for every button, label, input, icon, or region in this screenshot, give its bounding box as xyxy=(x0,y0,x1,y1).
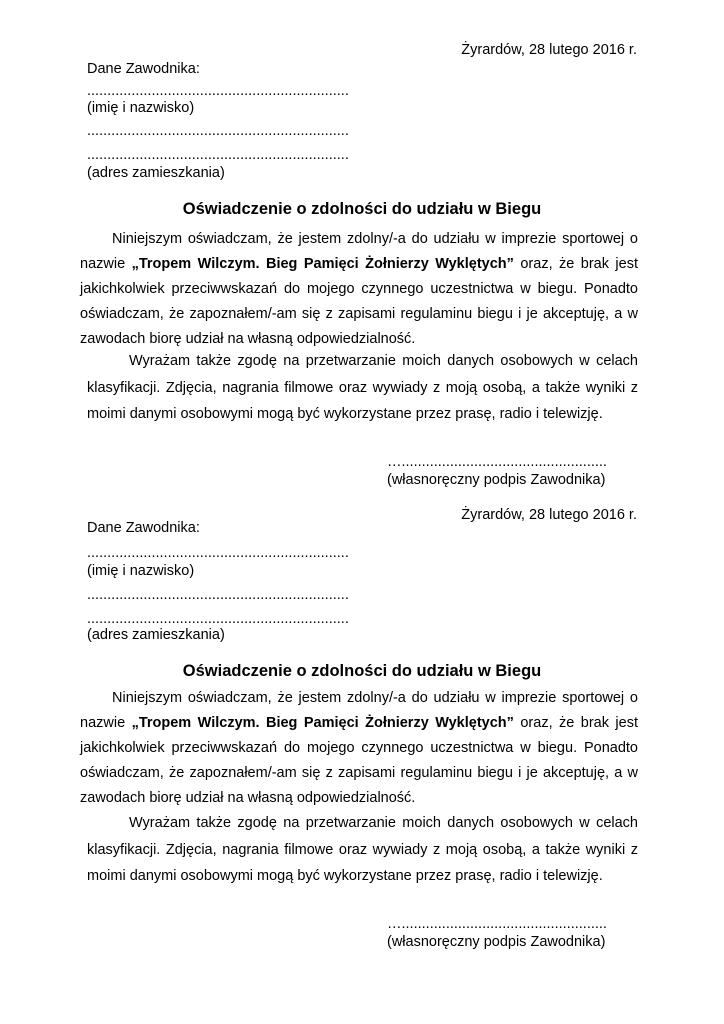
para1-text-a: Niniejszym oświadczam, że jestem zdolny/-a do udziału w imprezie sportowej o nazwie xyxy=(80,690,638,731)
place-date: Żyrardów, 28 lutego 2016 r. xyxy=(461,42,637,58)
consent-text: Wyrażam także zgodę na przetwarzanie moich danych osobowych w celach klasyfikacji. Zdjęcia, nagrania filmowe oraz wywiady z moją osobą, a także wyniki z moimi danymi osobowymi mogą być wykorzystane przez prasę, radio i telewizję. xyxy=(87,815,638,884)
event-name: „Tropem Wilczym. Bieg Pamięci Żołnierzy Wyklętych” xyxy=(131,256,514,272)
address-field-dots-2[interactable]: ................................................................. xyxy=(87,611,349,627)
name-field-dots[interactable]: ................................................................. xyxy=(87,545,349,561)
signature-dots[interactable]: …................................................... xyxy=(387,454,607,470)
consent-text: Wyrażam także zgodę na przetwarzanie moich danych osobowych w celach klasyfikacji. Zdjęcia, nagrania filmowe oraz wywiady z moją osobą, a także wyniki z moimi danymi osobowymi mogą być wykorzystane przez prasę, radio i telewizję. xyxy=(87,353,638,422)
athlete-data-label: Dane Zawodnika: xyxy=(87,61,200,77)
para1-text-a: Niniejszym oświadczam, że jestem zdolny/-a do udziału w imprezie sportowej o nazwie xyxy=(80,231,638,272)
declaration-paragraph-2 xyxy=(87,810,638,890)
signature-hint: (własnoręczny podpis Zawodnika) xyxy=(387,472,606,488)
address-hint: (adres zamieszkania) xyxy=(87,165,225,181)
address-hint: (adres zamieszkania) xyxy=(87,627,225,643)
declaration-paragraph-1 xyxy=(80,686,638,811)
signature-dots[interactable]: …................................................... xyxy=(387,916,607,932)
signature-hint: (własnoręczny podpis Zawodnika) xyxy=(387,934,606,950)
declaration-title: Oświadczenie o zdolności do udziału w Biegu xyxy=(182,200,542,218)
name-hint: (imię i nazwisko) xyxy=(87,563,195,579)
address-field-dots-1[interactable]: ................................................................. xyxy=(87,587,349,603)
address-field-dots-2[interactable]: ................................................................. xyxy=(87,147,349,163)
declaration-title: Oświadczenie o zdolności do udziału w Biegu xyxy=(182,662,542,680)
name-hint: (imię i nazwisko) xyxy=(87,100,195,116)
event-name: „Tropem Wilczym. Bieg Pamięci Żołnierzy Wyklętych” xyxy=(131,715,514,731)
para1-text-b: oraz, że brak jest jakichkolwiek przeciwwskazań do mojego czynnego uczestnictwa w biegu. Ponadto oświadczam, że zapoznałem/-am się z zapisami regulaminu biegu i je akceptuję, a w zawodach biorę udział na własną odpowiedzialność. xyxy=(80,256,639,347)
athlete-data-label: Dane Zawodnika: xyxy=(87,520,200,536)
place-date: Żyrardów, 28 lutego 2016 r. xyxy=(461,507,637,523)
address-field-dots-1[interactable]: ................................................................. xyxy=(87,123,349,139)
para1-text-b: oraz, że brak jest jakichkolwiek przeciwwskazań do mojego czynnego uczestnictwa w biegu. Ponadto oświadczam, że zapoznałem/-am się z zapisami regulaminu biegu i je akceptuję, a w zawodach biorę udział na własną odpowiedzialność. xyxy=(80,715,639,806)
name-field-dots[interactable]: ................................................................. xyxy=(87,83,349,99)
